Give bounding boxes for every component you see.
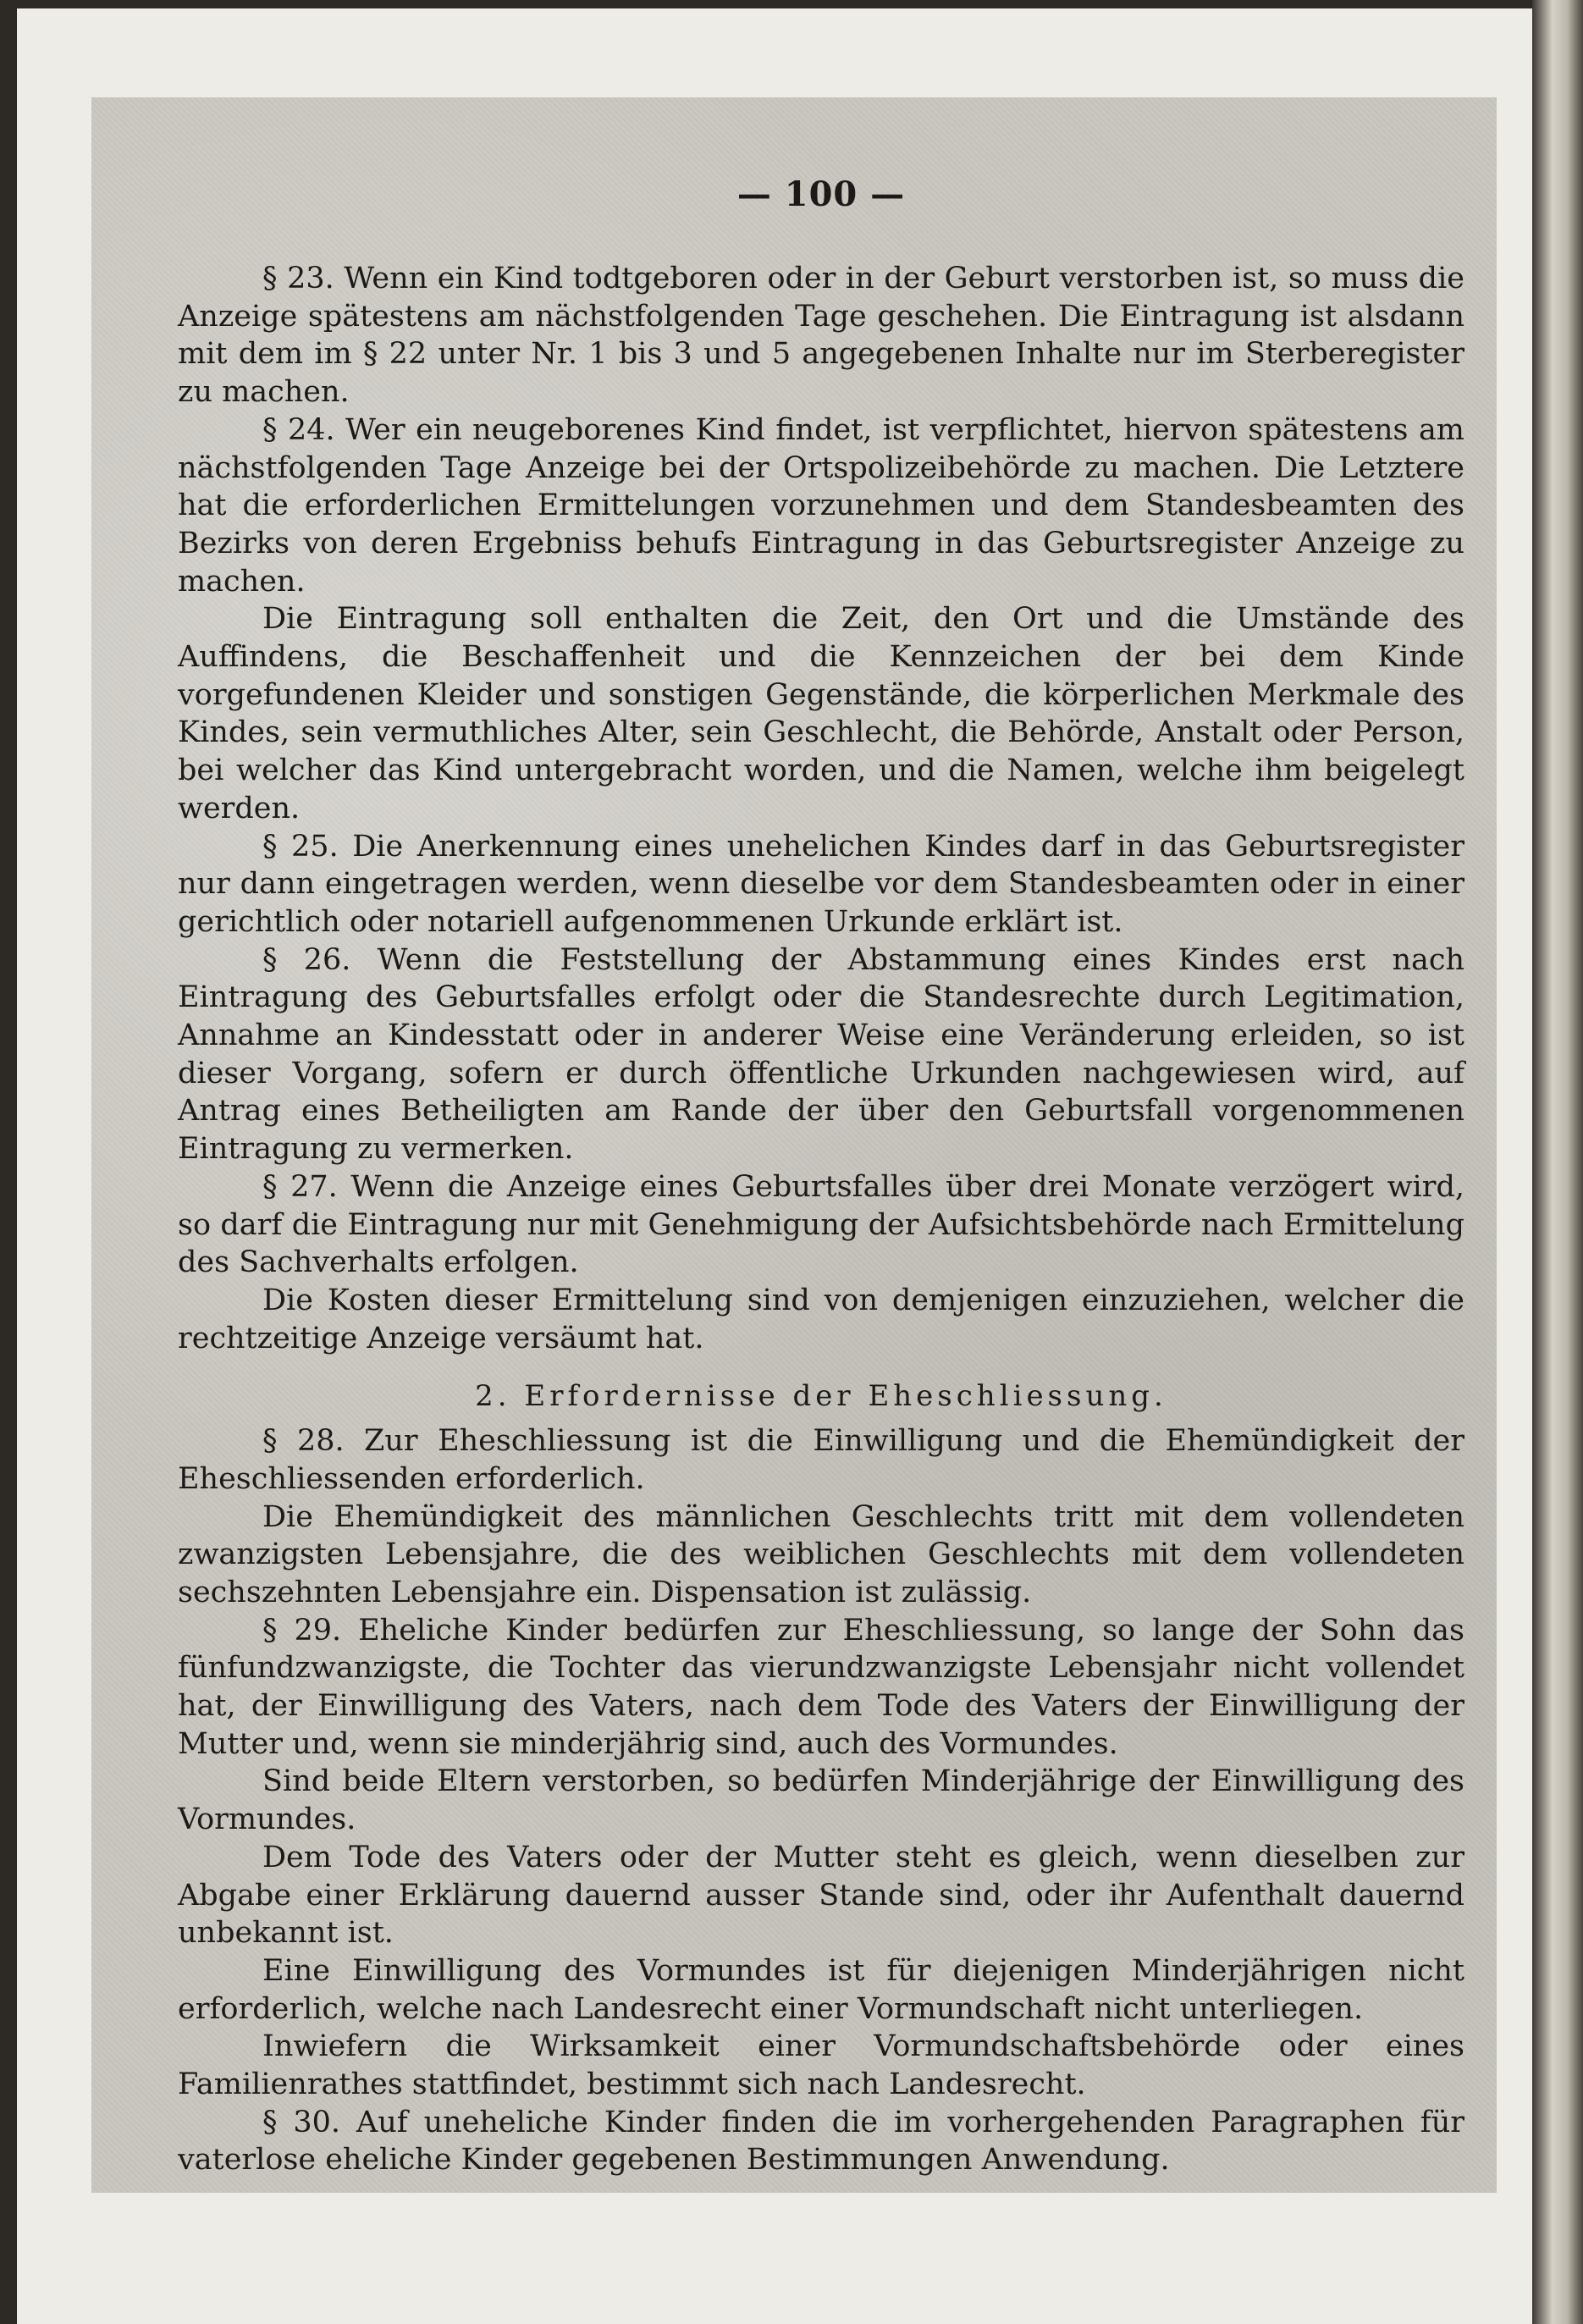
paragraph-29-cont-2: Dem Tode des Vaters oder der Mutter steht es gleich, wenn dieselben zur Abgabe einer Erklärung dauernd ausser Stande sind, oder ihr Aufenthalt dauernd unbekannt ist. (178, 1840, 1464, 1951)
paragraph-29-cont-3: Eine Einwilligung des Vormundes ist für diejenigen Minderjährigen nicht erforderlich, welche nach Landesrecht einer Vormundschaft nicht unterliegen. (178, 1953, 1464, 2026)
paragraph-29-cont-4: Inwiefern die Wirksamkeit einer Vormundschaftsbehörde oder eines Familienrathes stattfindet, bestimmt sich nach Landesrecht. (178, 2029, 1464, 2102)
paragraph-24-cont: Die Eintragung soll enthalten die Zeit, den Ort und die Umstände des Auffindens, die Beschaffenheit und die Kennzeichen der bei dem Kinde vorgefundenen Kleider und sonstigen Gegenstände, die körperlichen Merkmale des Kindes, sein vermuthliches Alter, sein Geschlecht, die Behörde, Anstalt oder Person, bei welcher das Kind untergebracht worden, und die Namen, welche ihm beigelegt werden. (178, 602, 1464, 825)
paragraph-27-cont: Die Kosten dieser Ermittelung sind von demjenigen einzuziehen, welcher die rechtzeitige Anzeige versäumt hat. (178, 1283, 1464, 1355)
page-content (178, 174, 1464, 2179)
paragraph-23: § 23. Wenn ein Kind todtgeboren oder in der Geburt verstorben ist, so muss die Anzeige spätestens am nächstfolgenden Tage geschehen. Die Eintragung ist alsdann mit dem im § 22 unter Nr. 1 bis 3 und 5 angegebenen Inhalte nur im Sterberegister zu machen. (178, 262, 1464, 410)
paragraph-26: § 26. Wenn die Feststellung der Abstammung eines Kindes erst nach Eintragung des Geburtsfalles erfolgt oder die Standesrechte durch Legitimation, Annahme an Kindesstatt oder in anderer Weise eine Veränderung erleiden, so ist dieser Vorgang, sofern er durch öffentliche Urkunden nachgewiesen wird, auf Antrag eines Betheiligten am Rande der über den Geburtsfall vorgenommenen Eintragung zu vermerken. (178, 942, 1464, 1167)
paragraph-25: § 25. Die Anerkennung eines unehelichen Kindes darf in das Geburtsregister nur dann eingetragen werden, wenn dieselbe vor dem Standesbeamten oder in einer gerichtlich oder notariell aufgenommenen Urkunde erklärt ist. (178, 829, 1464, 939)
paragraph-28: § 28. Zur Eheschliessung ist die Einwilligung und die Ehemündigkeit der Eheschliessenden erforderlich. (178, 1424, 1464, 1496)
paragraph-28-cont: Die Ehemündigkeit des männlichen Geschlechts tritt mit dem vollendeten zwanzigsten Lebensjahre, die des weiblichen Geschlechts mit dem vollendeten sechszehnten Lebensjahre ein. Dispensation ist zulässig. (178, 1499, 1464, 1609)
section-heading: 2. Erfordernisse der Eheschliessung. (475, 1379, 1167, 1414)
paragraph-29-cont-1: Sind beide Eltern verstorben, so bedürfen Minderjährige der Einwilligung des Vormundes. (178, 1764, 1464, 1837)
paragraph-24: § 24. Wer ein neugeborenes Kind findet, ist verpflichtet, hiervon spätestens am nächstfolgenden Tage Anzeige bei der Ortspolizeibehörde zu machen. Die Letztere hat die erforderlichen Ermittelungen vorzunehmen und dem Standesbeamten des Bezirks von deren Ergebniss behufs Eintragung in das Geburtsregister Anzeige zu machen. (178, 412, 1464, 599)
paragraph-29: § 29. Eheliche Kinder bedürfen zur Eheschliessung, so lange der Sohn das fünfundzwanzigste, die Tochter das vierundzwanzigste Lebensjahr nicht vollendet hat, der Einwilligung des Vaters, nach dem Tode des Vaters der Einwilligung der Mutter und, wenn sie minderjährig sind, auch des Vormundes. (178, 1613, 1464, 1761)
paragraph-27: § 27. Wenn die Anzeige eines Geburtsfalles über drei Monate verzögert wird, so darf die Eintragung nur mit Genehmigung der Aufsichtsbehörde nach Ermittelung des Sachverhalts erfolgen. (178, 1169, 1464, 1280)
page-number: — 100 — (736, 174, 906, 214)
page-edge (1532, 0, 1583, 2324)
paragraph-30: § 30. Auf uneheliche Kinder finden die im vorhergehenden Paragraphen für vaterlose eheliche Kinder gegebenen Bestimmungen Anwendung. (178, 2105, 1464, 2178)
